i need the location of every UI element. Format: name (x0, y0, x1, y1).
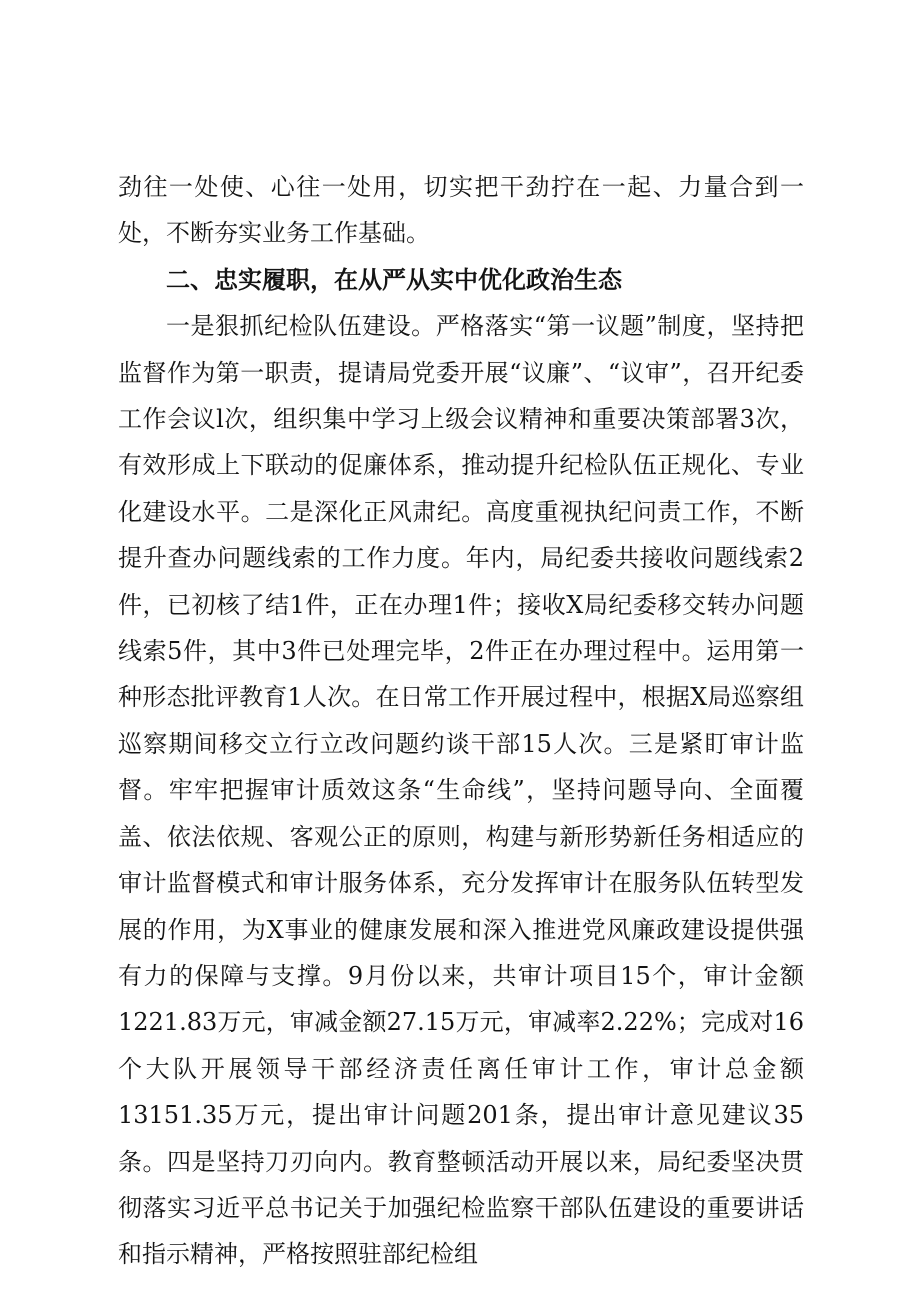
continuation-paragraph: 劲往一处使、心往一处用，切实把干劲拧在一起、力量合到一处，不断夯实业务工作基础。 (118, 173, 804, 248)
body-paragraph: 一是狠抓纪检队伍建设。严格落实“第一议题”制度，坚持把监督作为第一职责，提请局党委开展“议廉”、“议审”，召开纪委工作会议l次，组织集中学习上级会议精神和重要决策部署3次，有效形成上下联动的促廉体系，推动提升纪检队伍正规化、专业化建设水平。二是深化正风肃纪。高度重视执纪问责工作，不断提升查办问题线索的工作力度。年内，局纪委共接收问题线索2件，已初核了结1件，正在办理1件；接收X局纪委移交转办问题线索5件，其中3件已处理完毕，2件正在办理过程中。运用第一种形态批评教育1人次。在日常工作开展过程中，根据X局巡察组巡察期间移交立行立改问题约谈干部15人次。三是紧盯审计监督。牢牢把握审计质效这条“生命线”，坚持问题导向、全面覆盖、依法依规、客观公正的原则，构建与新形势新任务相适应的审计监督模式和审计服务体系，充分发挥审计在服务队伍转型发展的作用，为X事业的健康发展和深入推进党风廉政建设提供强有力的保障与支撑。9月份以来，共审计项目15个，审计金额1221.83万元，审减金额27.15万元，审减率2.22%；完成对16个大队开展领导干部经济责任离任审计工作，审计总金额13151.35万元，提出审计问题201条，提出审计意见建议35条。四是坚持刀刃向内。教育整顿活动开展以来，局纪委坚决贯彻落实习近平总书记关于加强纪检监察干部队伍建设的重要讲话和指示精神，严格按照驻部纪检组 (118, 312, 804, 1269)
section-heading: 二、忠实履职，在从严从实中优化政治生态 (166, 265, 622, 294)
document-body (118, 164, 804, 1278)
